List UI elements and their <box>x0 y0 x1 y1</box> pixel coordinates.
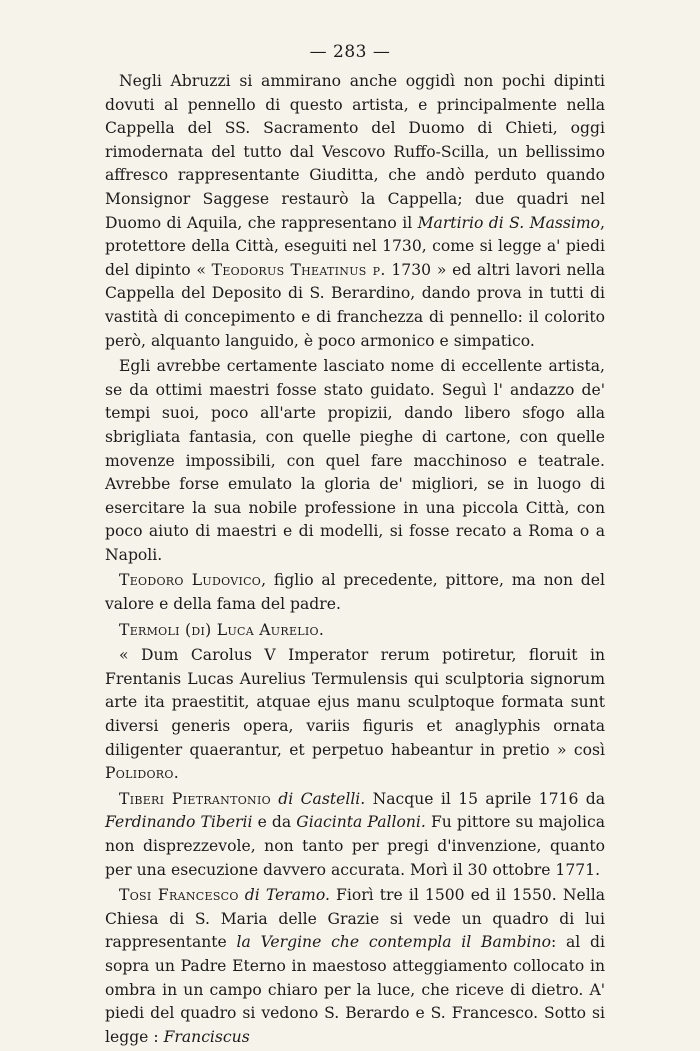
entry-termoli <box>105 619 605 643</box>
entry-place: di Teramo. <box>238 886 330 905</box>
artwork-title: la Vergine che contempla il Bambino <box>236 933 551 952</box>
paragraph-text: Negli Abruzzi si ammirano anche oggidì non pochi dipinti dovuti al pennello di questo artista, e principalmente nella Cappella del SS. Sacramento del Duomo di Chieti, oggi rimodernata del tutto dal Vescovo Ruffo-Scilla, un bellissimo affresco rappresentante Giuditta, che andò perduto quando Monsignor Saggese restaurò la Cappella; due quadri nel Duomo di Aquila, che rappresentano il <box>105 72 605 232</box>
paragraph-text: e da <box>252 813 297 832</box>
entry-tiberi <box>105 788 605 882</box>
inscription: Teodorus Theatinus p. <box>211 260 386 279</box>
entry-place: di Castelli. <box>270 789 366 808</box>
father-name: Ferdinando Tiberii <box>105 813 253 832</box>
quote-text: « Dum Carolus V Imperator rerum potiretur, floruit in Frentanis Lucas Aurelius Termulensis qui sculptoria signorum arte ita praestitit, atquae ejus manu sculptoque formata sunt diversi generis opera, variis figuris et anaglyphis ornata diligenter quaerantur, et perpetuo habeantur in pretio » così <box>105 646 605 759</box>
mother-name: Giacinta Palloni. <box>296 813 426 832</box>
entry-name: Tiberi Pietrantonio <box>119 789 271 808</box>
paragraph-text: Fu pittore su majolica non disprezzevole, non tanto per pregi d'invenzione, quanto per una esecuzione davvero accurata. Morì il 30 ottobre 1771. <box>105 813 605 879</box>
quote-author: Polidoro. <box>105 764 179 783</box>
paragraph-critique <box>105 355 605 567</box>
page-body <box>105 70 605 1051</box>
paragraph-text: Nacque il 15 aprile 1716 da <box>365 789 605 808</box>
paragraph-abruzzi <box>105 70 605 353</box>
artwork-title: Martirio di S. Massimo <box>417 213 601 232</box>
paragraph-text: Egli avrebbe certamente lasciato nome di eccellente artista, se da ottimi maestri fosse stato guidato. Seguì l' andazzo de' tempi suoi, poco all'arte propizii, dando libero sfogo alla sbrigliata fantasia, con quelle pieghe di cartone, con quelle movenze impossibili, con quel fare macchinoso e teatrale. Avrebbe forse emulato la gloria de' migliori, se in luogo di esercitare la sua nobile professione in una piccola Città, con poco aiuto di maestri e di modelli, si fosse recato a Roma o a Napoli. <box>105 357 605 564</box>
paragraph-text: 1730 » ed altri lavori nella Cappella del Deposito di S. Berardino, dando prova in tutti di vastità di concepimento e di franchezza di pennello: il colorito però, alquanto languido, è poco armonico e simpatico. <box>105 260 606 350</box>
page-number: — 283 — <box>309 42 391 62</box>
paragraph-text: , figlio al precedente, pittore, ma non del valore e della fama del padre. <box>105 571 605 614</box>
latin-quote <box>105 644 605 786</box>
entry-name: Termoli (di) Luca Aurelio. <box>119 620 325 639</box>
paragraph-text: Fiorì tre il 1500 ed il 1550. Nella Chiesa di S. Maria delle Grazie si vede un quadro di lui rappresentante <box>105 886 605 952</box>
paragraph-text: : al di sopra un Padre Eterno in maestoso atteggiamento collocato in ombra in un campo chiaro per la luce, che riceve di dietro. A' piedi del quadro si vedono S. Berardo e S. Francesco. Sotto si legge : <box>105 933 605 1046</box>
signature-text: Franciscus <box>163 1027 250 1046</box>
paragraph-text: , protettore della Città, eseguiti nel 1730, come si legge a' piedi del dipinto « <box>105 213 605 279</box>
entry-tosi <box>105 884 605 1049</box>
entry-name: Teodoro Ludovico <box>119 571 262 590</box>
entry-name: Tosi Francesco <box>119 886 239 905</box>
entry-teodoro <box>105 569 605 616</box>
